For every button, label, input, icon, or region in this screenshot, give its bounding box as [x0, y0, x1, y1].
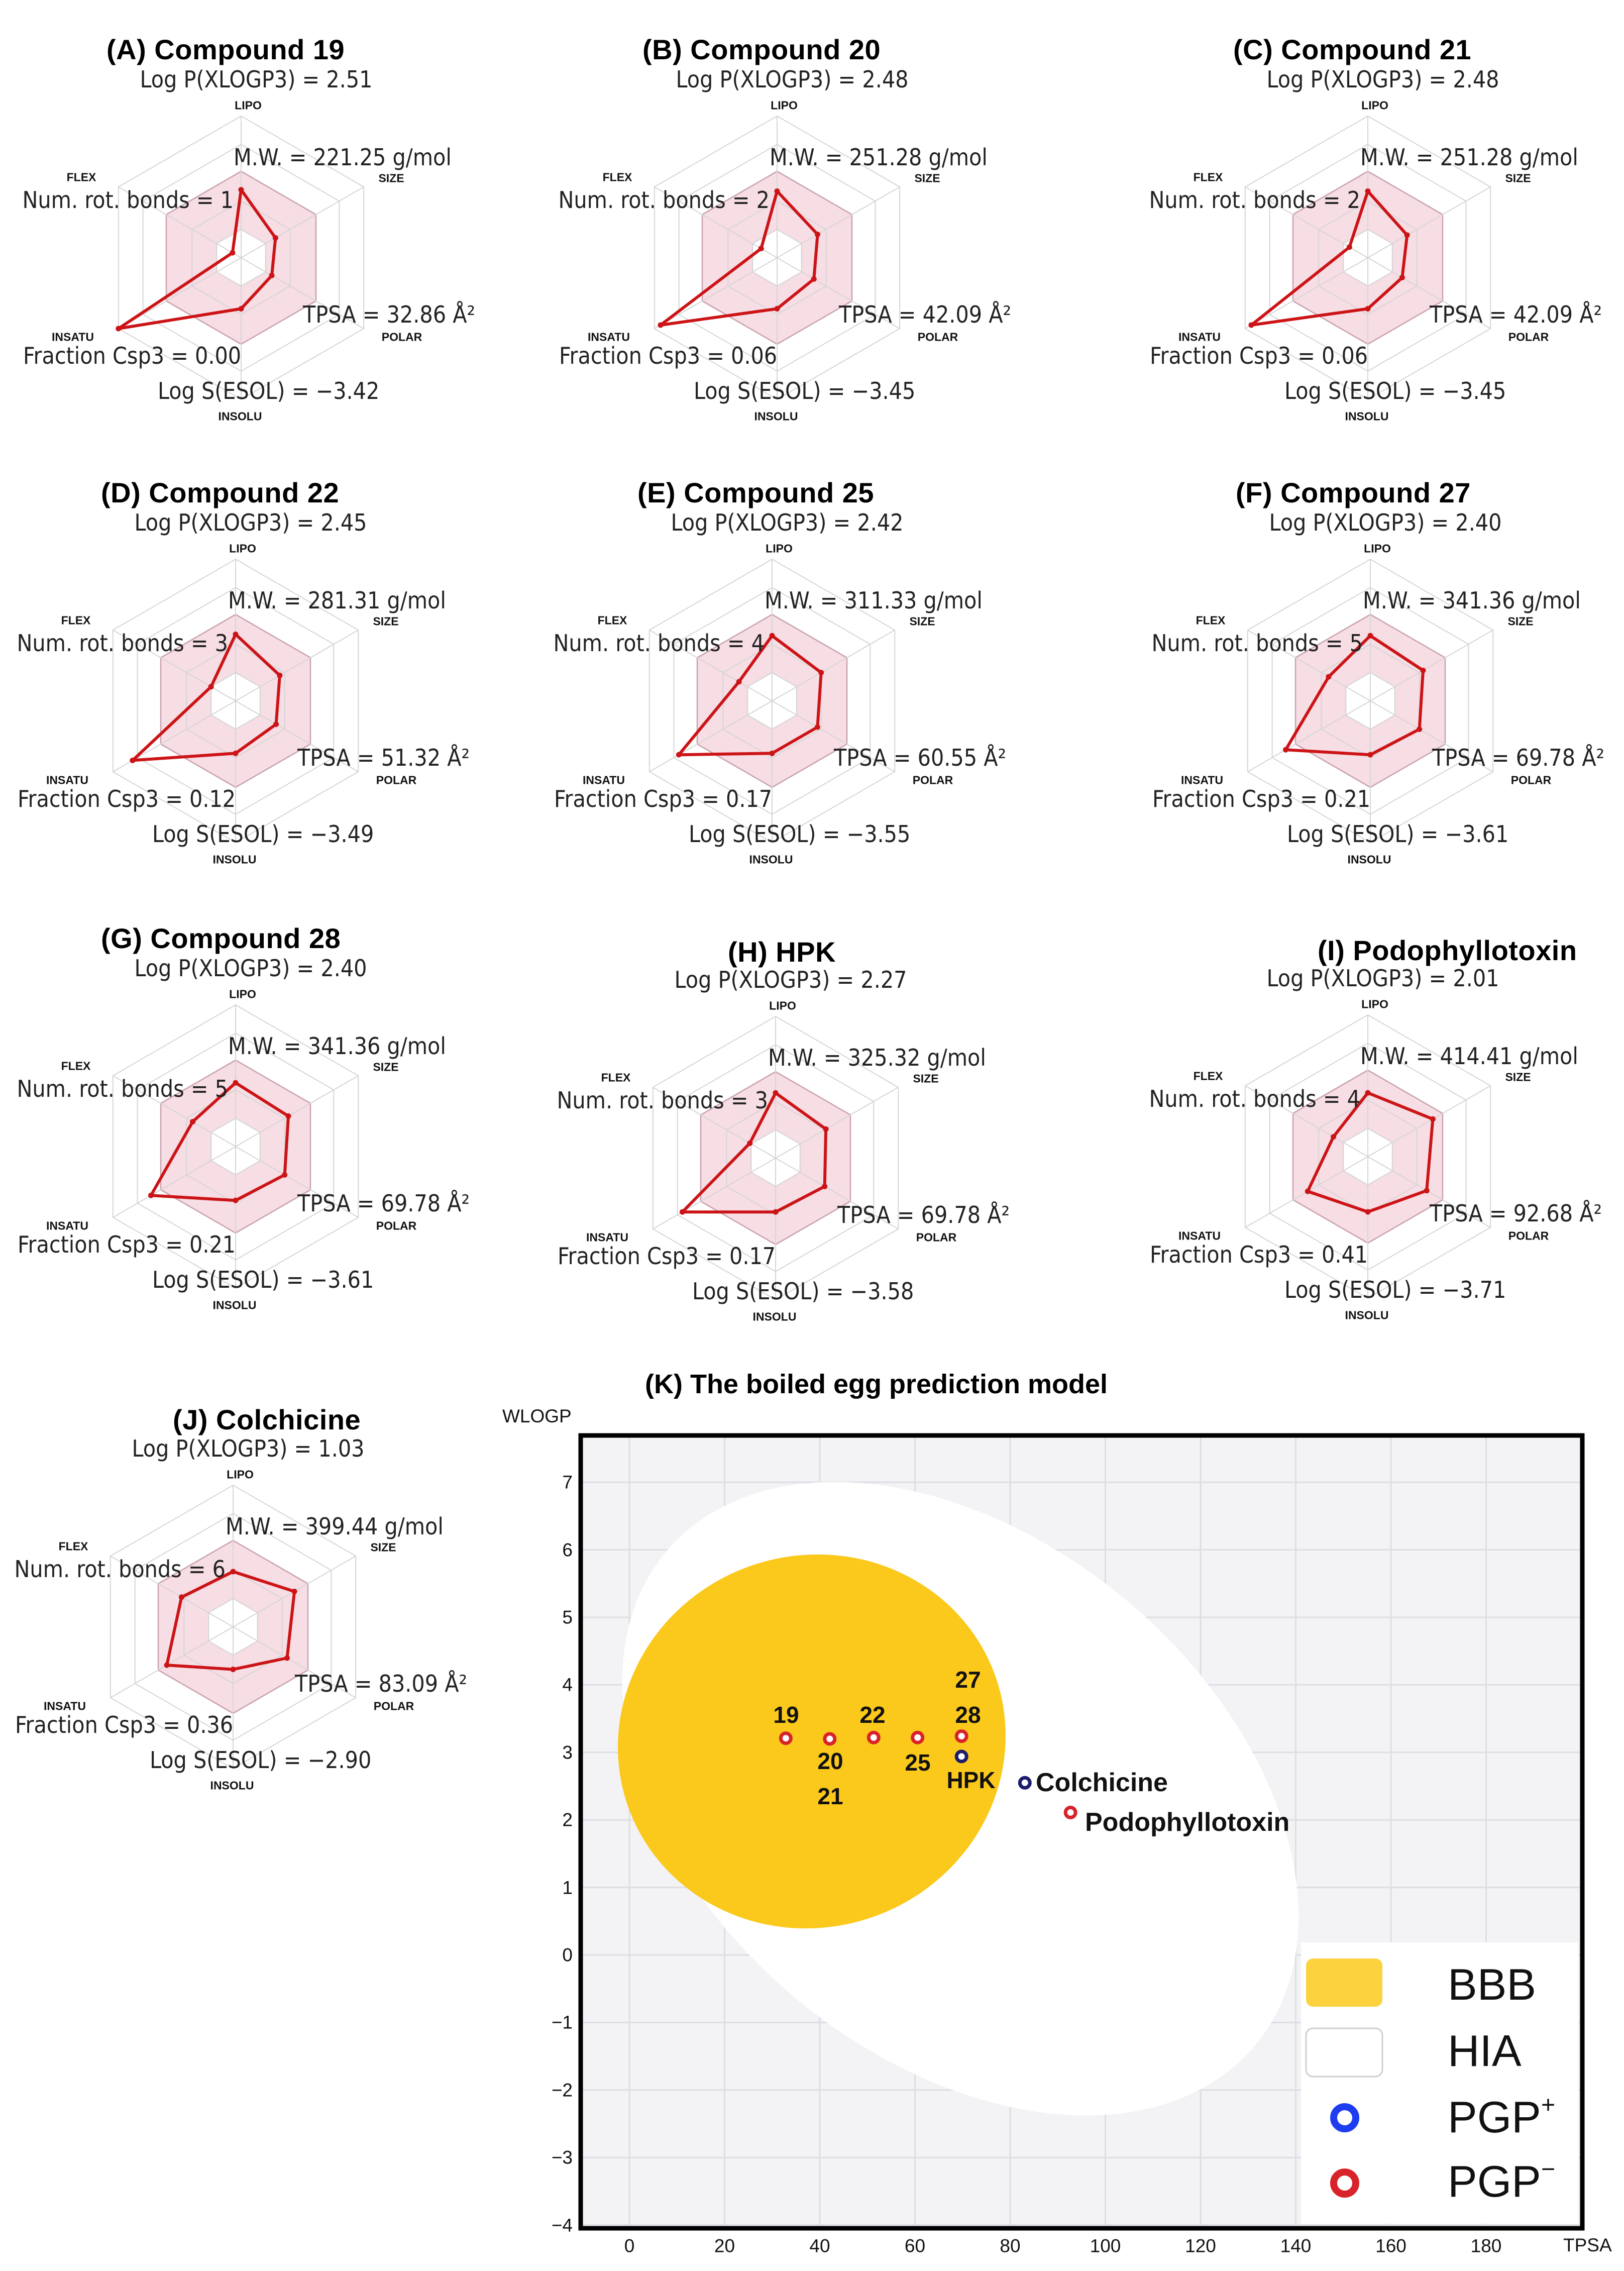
axis-label-polar: POLAR [1508, 330, 1549, 344]
point-label-colchicine: Colchicine [1036, 1768, 1168, 1797]
y-tick-label: 0 [562, 1944, 573, 1966]
tpsa-label: TPSA = 83.09 Å² [295, 1670, 468, 1697]
vertex-dot [1404, 232, 1410, 238]
logs-label: Log S(ESOL) = −2.90 [150, 1746, 372, 1774]
vertex-dot [1424, 1188, 1430, 1193]
vertex-dot [231, 1569, 236, 1575]
rotb-label: Num. rot. bonds = 4 [553, 630, 765, 657]
vertex-dot [190, 1119, 195, 1124]
vertex-dot [292, 1589, 297, 1594]
axis-label-lipo: LIPO [229, 542, 256, 555]
axis-label-flex: FLEX [601, 1071, 631, 1084]
axis-label-polar: POLAR [1508, 1229, 1549, 1243]
logs-label: Log S(ESOL) = −3.42 [158, 377, 380, 404]
panel-title: (I) Podophyllotoxin [1318, 935, 1577, 966]
axis-label-flex: FLEX [602, 170, 632, 184]
axis-label-insolu: INSOLU [1345, 409, 1389, 423]
axis-label-insatu: INSATU [588, 330, 630, 344]
logs-label: Log S(ESOL) = −3.45 [1284, 377, 1506, 404]
axis-label-size: SIZE [1505, 1070, 1531, 1084]
legend-marker-pgp-plus-icon [1334, 2107, 1356, 2129]
y-tick-label: −3 [551, 2147, 573, 2168]
vertex-dot [269, 273, 275, 278]
mw-label: M.W. = 251.28 g/mol [1360, 144, 1578, 171]
axis-label-lipo: LIPO [1364, 542, 1391, 555]
tpsa-label: TPSA = 69.78 Å² [297, 1190, 470, 1217]
vertex-dot [1399, 275, 1405, 280]
data-point-27-28 [956, 1731, 966, 1741]
axis-label-insolu: INSOLU [1345, 1308, 1389, 1322]
vertex-dot [815, 725, 820, 730]
axis-label-polar: POLAR [381, 330, 422, 344]
axis-label-lipo: LIPO [1361, 98, 1388, 112]
rotb-label: Num. rot. bonds = 2 [558, 186, 770, 214]
vertex-dot [1365, 188, 1371, 194]
vertex-dot [286, 1113, 291, 1119]
axis-label-size: SIZE [378, 171, 404, 185]
y-tick-label: −2 [551, 2080, 573, 2101]
vertex-dot [148, 1193, 154, 1198]
data-point-22 [869, 1732, 879, 1742]
y-tick-label: 2 [562, 1809, 573, 1830]
axis-label-insatu: INSATU [46, 1219, 88, 1232]
vertex-dot [1248, 322, 1254, 328]
vertex-dot [680, 1209, 685, 1215]
axis-label-flex: FLEX [1196, 613, 1226, 627]
vertex-dot [231, 1667, 236, 1672]
axis-label-polar: POLAR [917, 330, 958, 344]
axis-label-insatu: INSATU [586, 1230, 628, 1244]
vertex-dot [823, 1126, 829, 1132]
axis-label-polar: POLAR [373, 1699, 414, 1713]
vertex-dot [233, 1080, 239, 1086]
data-point-colchicine [1020, 1778, 1030, 1788]
panel-title: (C) Compound 21 [1233, 34, 1472, 65]
axis-label-size: SIZE [370, 1540, 396, 1554]
axis-label-size: SIZE [373, 614, 399, 628]
axis-label-insatu: INSATU [44, 1699, 86, 1713]
panel-title: (J) Colchicine [173, 1404, 361, 1435]
legend-swatch-hia [1306, 2028, 1382, 2077]
axis-label-insatu: INSATU [1181, 773, 1223, 787]
panel-title: (D) Compound 22 [101, 477, 340, 508]
axis-label-insolu: INSOLU [210, 1779, 254, 1792]
point-label-19: 19 [773, 1702, 799, 1728]
y-tick-label: 7 [562, 1472, 573, 1493]
axis-label-insolu: INSOLU [1347, 853, 1391, 866]
axis-label-insatu: INSATU [583, 773, 625, 787]
mw-label: M.W. = 399.44 g/mol [226, 1513, 444, 1540]
axis-label-insolu: INSOLU [212, 853, 257, 866]
y-axis-label: WLOGP [502, 1406, 572, 1426]
logp-label: Log P(XLOGP3) = 2.27 [674, 966, 907, 993]
egg-chart-title: (K) The boiled egg prediction model [645, 1369, 1108, 1399]
axis-label-flex: FLEX [58, 1539, 88, 1553]
vertex-dot [770, 751, 775, 756]
panel-title: (H) HPK [728, 936, 836, 968]
axis-label-polar: POLAR [916, 1230, 957, 1244]
vertex-dot [1326, 674, 1331, 680]
tpsa-label: TPSA = 60.55 Å² [834, 744, 1007, 771]
y-tick-label: 1 [562, 1877, 573, 1898]
axis-label-lipo: LIPO [1361, 997, 1388, 1011]
vertex-dot [1331, 1134, 1336, 1140]
tpsa-label: TPSA = 69.78 Å² [837, 1201, 1010, 1228]
logs-label: Log S(ESOL) = −3.61 [1287, 820, 1509, 848]
axis-label-insolu: INSOLU [754, 409, 798, 423]
point-label-20: 20 [817, 1748, 843, 1774]
logp-label: Log P(XLOGP3) = 1.03 [132, 1435, 365, 1462]
point-label-27: 27 [955, 1667, 981, 1693]
logp-label: Log P(XLOGP3) = 2.51 [140, 66, 373, 93]
point-label-hpk: HPK [946, 1767, 996, 1793]
x-tick-label: 160 [1375, 2235, 1406, 2256]
tpsa-label: TPSA = 69.78 Å² [1432, 744, 1605, 771]
vertex-dot [1368, 752, 1373, 758]
tpsa-label: TPSA = 92.68 Å² [1430, 1200, 1602, 1227]
data-point-podophyllotoxin [1065, 1807, 1075, 1817]
axis-label-lipo: LIPO [235, 98, 262, 112]
x-tick-label: 20 [714, 2235, 735, 2256]
axis-label-size: SIZE [909, 614, 935, 628]
axis-label-size: SIZE [913, 1072, 939, 1085]
vertex-dot [179, 1594, 184, 1600]
vertex-dot [208, 684, 214, 689]
data-point-20-21 [825, 1734, 835, 1744]
tpsa-label: TPSA = 32.86 Å² [303, 301, 476, 328]
logp-label: Log P(XLOGP3) = 2.40 [1269, 509, 1502, 536]
vertex-dot [230, 250, 235, 256]
x-axis-label: TPSA [1563, 2235, 1612, 2255]
fcsp3-label: Fraction Csp3 = 0.00 [23, 342, 242, 369]
axis-label-insatu: INSATU [52, 330, 94, 344]
vertex-dot [284, 1656, 290, 1661]
axis-label-insolu: INSOLU [212, 1298, 257, 1312]
rotb-label: Num. rot. bonds = 5 [1151, 630, 1363, 657]
fcsp3-label: Fraction Csp3 = 0.21 [1152, 785, 1371, 812]
vertex-dot [239, 187, 244, 192]
x-tick-label: 100 [1090, 2235, 1121, 2256]
logs-label: Log S(ESOL) = −3.45 [694, 377, 916, 404]
vertex-dot [1368, 633, 1373, 639]
rotb-label: Num. rot. bonds = 3 [17, 630, 228, 657]
vertex-dot [233, 751, 239, 756]
axis-label-lipo: LIPO [769, 999, 796, 1012]
vertex-dot [1365, 1090, 1371, 1096]
axis-label-flex: FLEX [61, 613, 91, 627]
logp-label: Log P(XLOGP3) = 2.45 [134, 509, 367, 536]
legend-label-bbb: BBB [1448, 1959, 1537, 2009]
vertex-dot [676, 752, 682, 758]
legend-label-pgp-plus: PGP+ [1448, 2091, 1556, 2142]
logp-label: Log P(XLOGP3) = 2.48 [676, 66, 909, 93]
logp-label: Log P(XLOGP3) = 2.48 [1266, 66, 1499, 93]
rotb-label: Num. rot. bonds = 2 [1149, 186, 1360, 214]
x-tick-label: 0 [624, 2235, 635, 2256]
axis-label-size: SIZE [1505, 171, 1531, 185]
x-tick-label: 40 [809, 2235, 830, 2256]
x-tick-label: 180 [1470, 2235, 1502, 2256]
legend-label-pgp-minus: PGP− [1448, 2155, 1556, 2206]
y-tick-label: 4 [562, 1674, 573, 1695]
tpsa-label: TPSA = 42.09 Å² [839, 301, 1012, 328]
axis-label-polar: POLAR [1510, 773, 1552, 787]
axis-label-flex: FLEX [1193, 170, 1223, 184]
legend-label-hia: HIA [1448, 2026, 1522, 2076]
axis-label-size: SIZE [1507, 614, 1534, 628]
vertex-dot [164, 1663, 170, 1668]
fcsp3-label: Fraction Csp3 = 0.12 [18, 785, 236, 812]
mw-label: M.W. = 311.33 g/mol [765, 587, 983, 614]
axis-label-size: SIZE [914, 171, 940, 185]
logs-label: Log S(ESOL) = −3.55 [689, 820, 911, 848]
vertex-dot [770, 633, 775, 639]
vertex-dot [1417, 727, 1422, 732]
vertex-dot [759, 246, 764, 251]
panel-title: (E) Compound 25 [637, 477, 875, 508]
data-point-hpk [956, 1751, 966, 1762]
axis-label-lipo: LIPO [771, 98, 798, 112]
vertex-dot [775, 188, 780, 194]
fcsp3-label: Fraction Csp3 = 0.06 [1150, 342, 1368, 369]
axis-label-lipo: LIPO [227, 1468, 254, 1481]
x-tick-label: 80 [1000, 2235, 1021, 2256]
axis-label-insolu: INSOLU [752, 1310, 797, 1323]
rotb-label: Num. rot. bonds = 6 [14, 1556, 226, 1583]
y-tick-label: 5 [562, 1607, 573, 1628]
axis-label-insatu: INSATU [1178, 330, 1221, 344]
mw-label: M.W. = 341.36 g/mol [1363, 587, 1581, 614]
vertex-dot [736, 679, 742, 684]
tpsa-label: TPSA = 51.32 Å² [297, 744, 470, 771]
rotb-label: Num. rot. bonds = 1 [22, 186, 234, 214]
vertex-dot [1421, 668, 1426, 673]
axis-label-flex: FLEX [597, 613, 627, 627]
axis-label-lipo: LIPO [766, 542, 793, 555]
panel-title: (A) Compound 19 [106, 34, 345, 65]
vertex-dot [811, 276, 817, 282]
axis-label-insatu: INSATU [1178, 1229, 1221, 1243]
boiled-egg-chart [500, 1354, 1582, 2244]
vertex-dot [775, 306, 780, 312]
vertex-dot [282, 1172, 287, 1178]
vertex-dot [233, 1198, 239, 1203]
vertex-dot [773, 1209, 779, 1215]
axis-label-lipo: LIPO [229, 987, 256, 1001]
logs-label: Log S(ESOL) = −3.49 [152, 820, 374, 848]
tpsa-label: TPSA = 42.09 Å² [1430, 301, 1602, 328]
mw-label: M.W. = 325.32 g/mol [768, 1044, 986, 1071]
axis-label-flex: FLEX [66, 170, 96, 184]
logs-label: Log S(ESOL) = −3.71 [1284, 1276, 1506, 1303]
panel-title: (G) Compound 28 [101, 922, 341, 954]
axis-label-flex: FLEX [1193, 1069, 1223, 1083]
fcsp3-label: Fraction Csp3 = 0.41 [1150, 1241, 1368, 1268]
point-label-25: 25 [905, 1749, 931, 1776]
vertex-dot [239, 306, 244, 312]
vertex-dot [747, 1141, 752, 1146]
vertex-dot [273, 721, 279, 727]
logs-label: Log S(ESOL) = −3.61 [152, 1266, 374, 1293]
y-tick-label: −4 [551, 2215, 573, 2236]
vertex-dot [1305, 1189, 1311, 1194]
mw-label: M.W. = 414.41 g/mol [1360, 1043, 1578, 1070]
vertex-dot [658, 322, 663, 328]
panel-title: (B) Compound 20 [642, 34, 881, 65]
vertex-dot [1365, 1209, 1371, 1214]
vertex-dot [818, 670, 824, 675]
logp-label: Log P(XLOGP3) = 2.40 [134, 955, 367, 982]
logs-label: Log S(ESOL) = −3.58 [692, 1278, 914, 1305]
x-tick-label: 140 [1280, 2235, 1312, 2256]
mw-label: M.W. = 341.36 g/mol [228, 1033, 446, 1060]
vertex-dot [233, 632, 239, 637]
vertex-dot [273, 235, 278, 241]
axis-label-polar: POLAR [912, 773, 953, 787]
vertex-dot [277, 673, 282, 678]
rotb-label: Num. rot. bonds = 3 [557, 1087, 768, 1114]
panel-title: (F) Compound 27 [1236, 477, 1471, 508]
y-tick-label: 3 [562, 1742, 573, 1763]
vertex-dot [1430, 1116, 1436, 1122]
vertex-dot [130, 758, 135, 763]
vertex-dot [822, 1184, 827, 1189]
y-tick-label: 6 [562, 1539, 573, 1561]
axis-label-insolu: INSOLU [218, 409, 262, 423]
mw-label: M.W. = 251.28 g/mol [770, 144, 988, 171]
point-label-22: 22 [859, 1702, 886, 1728]
x-tick-label: 60 [904, 2235, 926, 2256]
axis-label-polar: POLAR [376, 773, 417, 787]
axis-label-insatu: INSATU [46, 773, 88, 787]
data-point-19 [781, 1733, 791, 1743]
vertex-dot [815, 232, 820, 237]
point-label-podophyllotoxin: Podophyllotoxin [1085, 1808, 1290, 1837]
y-tick-label: −1 [551, 2012, 573, 2033]
x-tick-label: 120 [1185, 2235, 1216, 2256]
axis-label-flex: FLEX [61, 1059, 91, 1073]
mw-label: M.W. = 221.25 g/mol [234, 144, 452, 171]
vertex-dot [1347, 244, 1352, 250]
axis-label-insolu: INSOLU [749, 853, 793, 866]
axis-label-size: SIZE [373, 1060, 399, 1074]
vertex-dot [1283, 747, 1288, 753]
fcsp3-label: Fraction Csp3 = 0.17 [554, 785, 773, 812]
vertex-dot [1365, 306, 1371, 312]
axis-label-polar: POLAR [376, 1219, 417, 1232]
rotb-label: Num. rot. bonds = 4 [1149, 1085, 1360, 1112]
vertex-dot [773, 1090, 779, 1096]
logp-label: Log P(XLOGP3) = 2.42 [671, 509, 904, 536]
point-label-28: 28 [955, 1702, 981, 1728]
logp-label: Log P(XLOGP3) = 2.01 [1266, 965, 1499, 992]
fcsp3-label: Fraction Csp3 = 0.36 [15, 1711, 234, 1738]
data-point-25 [913, 1732, 923, 1742]
fcsp3-label: Fraction Csp3 = 0.17 [558, 1243, 776, 1270]
fcsp3-label: Fraction Csp3 = 0.21 [18, 1231, 236, 1258]
vertex-dot [116, 326, 121, 332]
mw-label: M.W. = 281.31 g/mol [228, 587, 446, 614]
point-label-21: 21 [817, 1783, 843, 1809]
fcsp3-label: Fraction Csp3 = 0.06 [559, 342, 778, 369]
legend-marker-pgp-minus-icon [1334, 2172, 1356, 2194]
legend-swatch-bbb [1306, 1958, 1382, 2007]
rotb-label: Num. rot. bonds = 5 [17, 1075, 228, 1102]
